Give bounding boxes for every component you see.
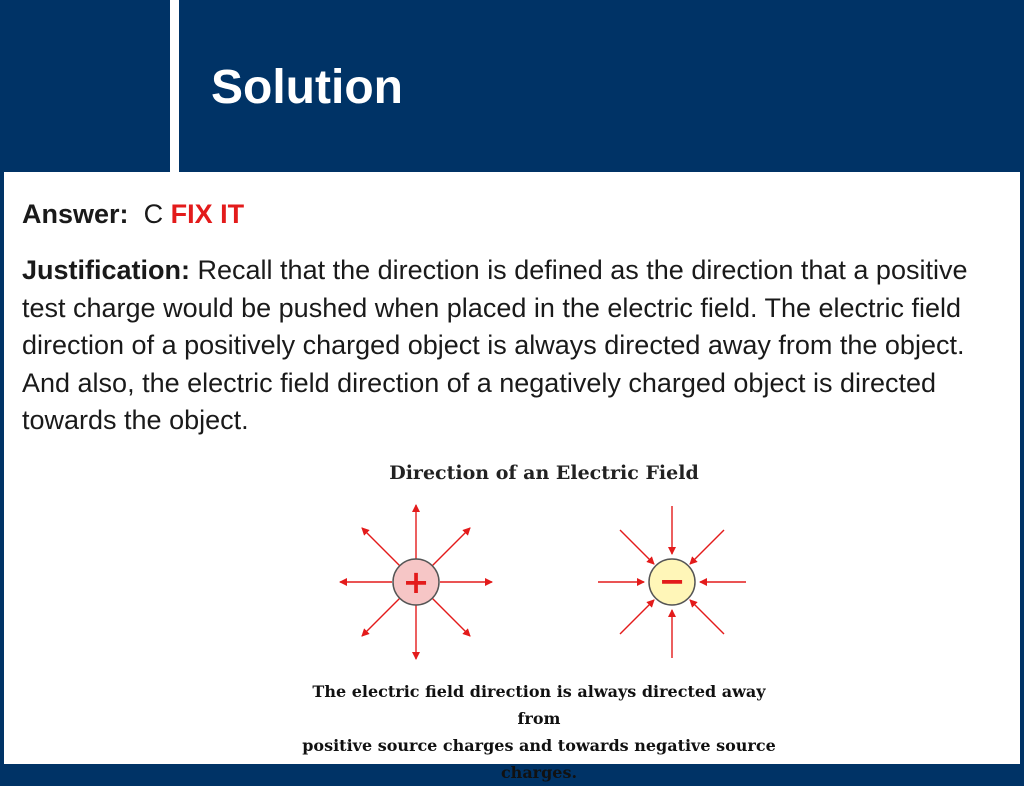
- content-panel: [4, 172, 1020, 782]
- negative-charge-symbol: −: [658, 562, 686, 600]
- figure-title: Direction of an Electric Field: [389, 462, 699, 484]
- justification-text: Recall that the direction is defined as the direction that a positive test charge would be pushed when placed in the electric field. The electric field direction of a positively charged object is always directed away from the object. And also, the electric field direction of a negatively charged object is directed towards the object.: [22, 255, 968, 435]
- positive-charge-symbol: +: [402, 563, 430, 601]
- electric-field-diagram: [324, 502, 764, 682]
- slide-title: Solution: [211, 61, 403, 114]
- justification-label: Justification:: [22, 255, 191, 285]
- answer-label: Answer:: [22, 199, 129, 229]
- answer-note: FIX IT: [170, 199, 245, 229]
- caption-line-1: The electric field direction is always directed away from: [312, 682, 766, 728]
- figure-caption: [294, 678, 784, 786]
- justification-paragraph: [22, 252, 1012, 440]
- answer-line: [22, 198, 244, 230]
- slide-header: [0, 0, 1024, 172]
- answer-value: C: [143, 199, 164, 229]
- caption-line-2: positive source charges and towards negative source charges.: [302, 736, 776, 782]
- header-divider: [170, 0, 179, 172]
